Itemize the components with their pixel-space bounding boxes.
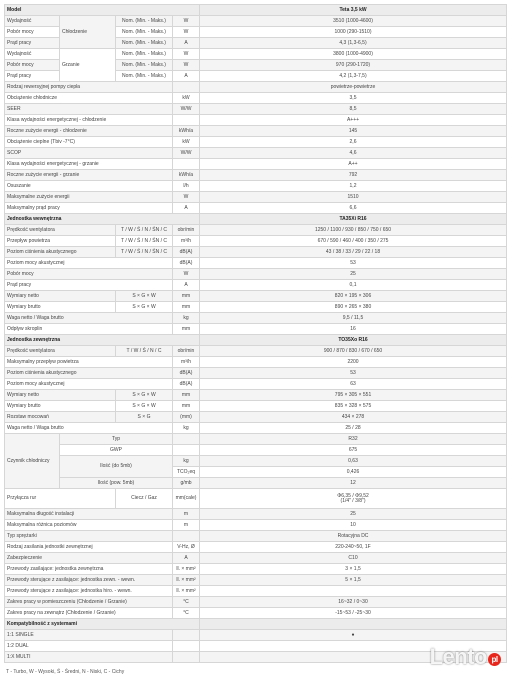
spec-row [5,291,507,302]
spec-table-body [5,5,507,663]
param-value: 1000 (290-1510) [200,27,507,38]
param-unit: dB(A) [173,258,200,269]
param-value: A++ [200,159,507,170]
refrigerant-label: Czynnik chłodniczy [5,434,60,489]
mode-group-label: Grzanie [60,49,116,82]
spec-table [4,4,507,663]
param-unit: °C [173,597,200,608]
param-unit: mm(cale) [173,489,200,509]
spec-row [5,379,507,390]
param-unit [173,641,200,652]
spec-row [5,575,507,586]
param-value: 25 [200,509,507,520]
param-label: Obciążenie chłodnicze [5,93,173,104]
param-condition: Ciecz / Gaz [116,489,173,509]
param-condition: Nom. (Min. - Maks.) [116,60,173,71]
param-value: 53 [200,258,507,269]
param-label: Wymiary netto [5,390,116,401]
refrigerant-row [5,445,507,456]
param-label: 1:1 SINGLE [5,630,173,641]
param-unit: kWh/a [173,170,200,181]
param-value: R32 [200,434,507,445]
param-value: -15~53 / -25~30 [200,608,507,619]
param-label: Odpływ skroplin [5,324,173,335]
spec-row [5,586,507,597]
param-unit: g/mb [173,478,200,489]
param-condition: T / W / Ś / N / ŚN / C [116,225,173,236]
legend-note: T - Turbo, W - Wysoki, Ś - Średni, N - Niski, C - Cichy [6,669,125,675]
param-label: SEER [5,104,173,115]
param-value: 0,426 [200,467,507,478]
refrigerant-row [5,456,507,467]
param-value: 792 [200,170,507,181]
refrigerant-row [5,478,507,489]
spec-row [5,258,507,269]
param-unit: kW [173,137,200,148]
param-label: Maksymalne zużycie energii [5,192,173,203]
param-condition: S × G × W [116,291,173,302]
spec-row [5,542,507,553]
param-value [200,586,507,597]
section-model: Teta 3,5 kW [200,5,507,16]
spec-row [5,159,507,170]
param-value: 970 (290-1720) [200,60,507,71]
param-unit: W/W [173,148,200,159]
param-value: 8,5 [200,104,507,115]
param-value: 25 / 28 [200,423,507,434]
param-label: Pobór mocy [5,60,60,71]
param-value: 5 × 1,5 [200,575,507,586]
param-value: 53 [200,368,507,379]
param-label: Klasa wydajności energetycznej - grzanie [5,159,173,170]
param-unit: A [173,38,200,49]
spec-row [5,148,507,159]
param-unit [173,82,200,93]
spec-row [5,247,507,258]
param-value: 145 [200,126,507,137]
param-unit: m [173,509,200,520]
param-unit: l/h [173,181,200,192]
spec-row [5,225,507,236]
param-value: 220-240~50, 1F [200,542,507,553]
param-unit: kWh/a [173,126,200,137]
param-unit: W/W [173,104,200,115]
param-value: 3510 (1000-4600) [200,16,507,27]
pipe-diameter-mm: Φ6,35 / Φ9,52 [337,492,369,499]
param-value: 1,2 [200,181,507,192]
section-title: Model [5,5,200,16]
refrigerant-sub-label: Ilość (pow. 5mb) [60,478,173,489]
param-label: Waga netto / Waga brutto [5,313,173,324]
param-value: A+++ [200,115,507,126]
param-value: 4,6 [200,148,507,159]
param-unit: V-Hz, Ø [173,542,200,553]
param-label: Rodzaj zasilania jednostki zewnętrznej [5,542,173,553]
param-label: 1:X MULTI [5,652,173,663]
param-label: SCOP [5,148,173,159]
param-unit: m³/h [173,236,200,247]
param-label: Roczne zużycie energii - grzanie [5,170,173,181]
refrigerant-sub-label: Typ [60,434,173,445]
param-value: 10 [200,520,507,531]
param-unit: W [173,49,200,60]
spec-row [5,192,507,203]
param-value: C10 [200,553,507,564]
param-label: Rozstaw mocowań [5,412,116,423]
param-value-pair [200,489,507,509]
param-label: Prąd pracy [5,71,60,82]
mode-group-label: Chłodzenie [60,16,116,49]
param-unit [173,159,200,170]
param-value: 2200 [200,357,507,368]
spec-row [5,630,507,641]
param-unit [173,652,200,663]
param-unit [173,630,200,641]
spec-row [5,368,507,379]
param-condition: S × G × W [116,401,173,412]
param-unit: TCO₂eq [173,467,200,478]
spec-row [5,390,507,401]
param-label: Klasa wydajności energetycznej - chłodzenie [5,115,173,126]
pipe-connection-row [5,489,507,509]
spec-row [5,93,507,104]
param-value: 835 × 328 × 575 [200,401,507,412]
spec-row [5,324,507,335]
param-value: 1510 [200,192,507,203]
param-value: 0,1 [200,280,507,291]
spec-row [5,82,507,93]
spec-row [5,423,507,434]
param-unit: W [173,192,200,203]
param-unit: kg [173,313,200,324]
param-condition: T / W / Ś / N / C [116,346,173,357]
param-unit: ll. × mm² [173,575,200,586]
param-label: Maksymalna różnica poziomów [5,520,173,531]
param-label: Wymiary netto [5,291,116,302]
param-label: Osuszanie [5,181,173,192]
param-value: 434 × 278 [200,412,507,423]
param-value: 63 [200,379,507,390]
param-unit: °C [173,608,200,619]
param-label: Pobór mocy [5,27,60,38]
param-condition: Nom. (Min. - Maks.) [116,71,173,82]
param-unit: obr/min [173,225,200,236]
param-label: Maksymalny przepływ powietrza [5,357,173,368]
param-value: 9,5 / 11,5 [200,313,507,324]
param-unit: dB(A) [173,247,200,258]
lento-watermark-logo [430,644,501,670]
param-value: 16 [200,324,507,335]
param-label: Zabezpieczenie [5,553,173,564]
param-label: Przyłącza rur [5,489,116,509]
param-value: 675 [200,445,507,456]
section-title: Jednostka wewnętrzna [5,214,200,225]
spec-row [5,531,507,542]
param-value: ● [200,630,507,641]
param-label: Wymiary brutto [5,401,116,412]
param-label: Wydajność [5,16,60,27]
spec-row [5,280,507,291]
param-condition: S × G × W [116,302,173,313]
section-header [5,335,507,346]
section-title: Kompatybilność z systemami [5,619,200,630]
param-value: 3800 (1000-4900) [200,49,507,60]
param-unit: A [173,71,200,82]
pipe-diameter-inch: (1/4" / 3/8") [340,497,366,504]
param-label: Waga netto / Waga brutto [5,423,173,434]
param-unit [173,531,200,542]
spec-row [5,104,507,115]
section-model: TA35Xi R16 [200,214,507,225]
param-unit: (mm) [173,412,200,423]
param-value: powietrze-powietrze [200,82,507,93]
param-condition: Nom. (Min. - Maks.) [116,38,173,49]
param-unit: kg [173,423,200,434]
param-label: Roczne zużycie energii - chłodzenie [5,126,173,137]
param-label: Przewody zasilające: jednostka zewnętrzna [5,564,173,575]
param-unit: m [173,520,200,531]
param-unit: W [173,27,200,38]
spec-row [5,170,507,181]
param-unit: mm [173,324,200,335]
param-unit: kg [173,456,200,467]
spec-row [5,49,507,60]
param-label: Rodzaj rewersyjnej pompy ciepła [5,82,173,93]
param-label: Poziom ciśnienia akustycznego [5,368,173,379]
param-value: 890 × 265 × 380 [200,302,507,313]
param-value: 1250 / 1100 / 930 / 850 / 750 / 650 [200,225,507,236]
spec-row [5,597,507,608]
spec-row [5,401,507,412]
refrigerant-row [5,434,507,445]
param-value: 4,2 (1,3-7,5) [200,71,507,82]
param-value: 820 × 195 × 306 [200,291,507,302]
param-label: Przewody sterujące z zasilające: jednostka zewn. - wewn. [5,575,173,586]
param-unit [173,445,200,456]
param-unit: W [173,60,200,71]
param-value: 900 / 870 / 830 / 670 / 650 [200,346,507,357]
param-label: 1:2 DUAL [5,641,173,652]
param-condition: T / W / Ś / N / ŚN / C [116,236,173,247]
param-label: Prąd pracy [5,38,60,49]
param-unit: obr/min [173,346,200,357]
param-value: 4,3 (1,3-6,5) [200,38,507,49]
param-condition: Nom. (Min. - Maks.) [116,27,173,38]
param-label: Pobór mocy [5,269,173,280]
section-header [5,214,507,225]
refrigerant-sub-label: Ilość (do 5mb) [60,456,173,478]
section-model [200,619,507,630]
section-model: TO35Xo R16 [200,335,507,346]
param-value: 2,6 [200,137,507,148]
param-value: 16~32 / 0~30 [200,597,507,608]
spec-row [5,269,507,280]
section-header [5,5,507,16]
param-value: 0,63 [200,456,507,467]
param-unit: dB(A) [173,379,200,390]
spec-row [5,126,507,137]
param-label: Poziom mocy akustycznej [5,258,173,269]
param-unit: kW [173,93,200,104]
param-label: Typ sprężarki [5,531,173,542]
param-label: Prędkość wentylatora [5,225,116,236]
param-value: Rotacyjna DC [200,531,507,542]
spec-row [5,137,507,148]
param-label: Wymiary brutto [5,302,116,313]
param-condition: S × G × W [116,390,173,401]
param-label: Maksymalny prąd pracy [5,203,173,214]
spec-row [5,608,507,619]
param-unit: mm [173,291,200,302]
param-value: 795 × 305 × 551 [200,390,507,401]
param-label: Poziom mocy akustycznej [5,379,173,390]
spec-row [5,553,507,564]
param-unit: ll. × mm² [173,564,200,575]
spec-row [5,346,507,357]
param-label: Maksymalna długość instalacji [5,509,173,520]
param-value: 25 [200,269,507,280]
watermark-dot: pl [488,653,501,666]
spec-row [5,357,507,368]
param-unit [173,434,200,445]
param-unit: W [173,16,200,27]
param-unit: dB(A) [173,368,200,379]
spec-row [5,564,507,575]
section-header [5,619,507,630]
spec-row [5,16,507,27]
param-unit: m³/h [173,357,200,368]
spec-row [5,236,507,247]
spec-row [5,115,507,126]
param-value: 3,5 [200,93,507,104]
spec-row [5,509,507,520]
refrigerant-sub-label: GWP [60,445,173,456]
param-condition: S × G [116,412,173,423]
spec-row [5,313,507,324]
param-unit: mm [173,390,200,401]
param-label: Obciążenie cieplne (Tbiv -7°C) [5,137,173,148]
param-label: Wydajność [5,49,60,60]
param-unit: mm [173,302,200,313]
param-unit [173,115,200,126]
param-label: Prędkość wentylatora [5,346,116,357]
spec-row [5,203,507,214]
watermark-text: Lento [429,644,487,669]
param-value: 6,6 [200,203,507,214]
param-label: Zakres pracy w pomieszczeniu (Chłodzenie / Grzanie) [5,597,173,608]
spec-row [5,302,507,313]
param-label: Zakres pracy na zewnątrz (Chłodzenie / Grzanie) [5,608,173,619]
spec-row [5,520,507,531]
param-value: 670 / 590 / 460 / 400 / 350 / 275 [200,236,507,247]
param-unit: A [173,280,200,291]
param-value: 12 [200,478,507,489]
param-condition: Nom. (Min. - Maks.) [116,49,173,60]
param-label: Przewody sterujące z zasilające: jednostka hiro. - wewn. [5,586,173,597]
param-unit: A [173,553,200,564]
param-condition: Nom. (Min. - Maks.) [116,16,173,27]
param-label: Poziom ciśnienia akustycznego [5,247,116,258]
spec-row [5,412,507,423]
param-unit: mm [173,401,200,412]
section-title: Jednostka zewnętrzna [5,335,200,346]
param-label: Prąd pracy [5,280,173,291]
param-unit: W [173,269,200,280]
param-condition: T / W / Ś / N / ŚN / C [116,247,173,258]
param-value: 3 × 1,5 [200,564,507,575]
param-label: Przepływ powietrza [5,236,116,247]
param-value: 43 / 38 / 33 / 29 / 22 / 18 [200,247,507,258]
param-unit: A [173,203,200,214]
param-unit: ll. × mm² [173,586,200,597]
spec-row [5,181,507,192]
